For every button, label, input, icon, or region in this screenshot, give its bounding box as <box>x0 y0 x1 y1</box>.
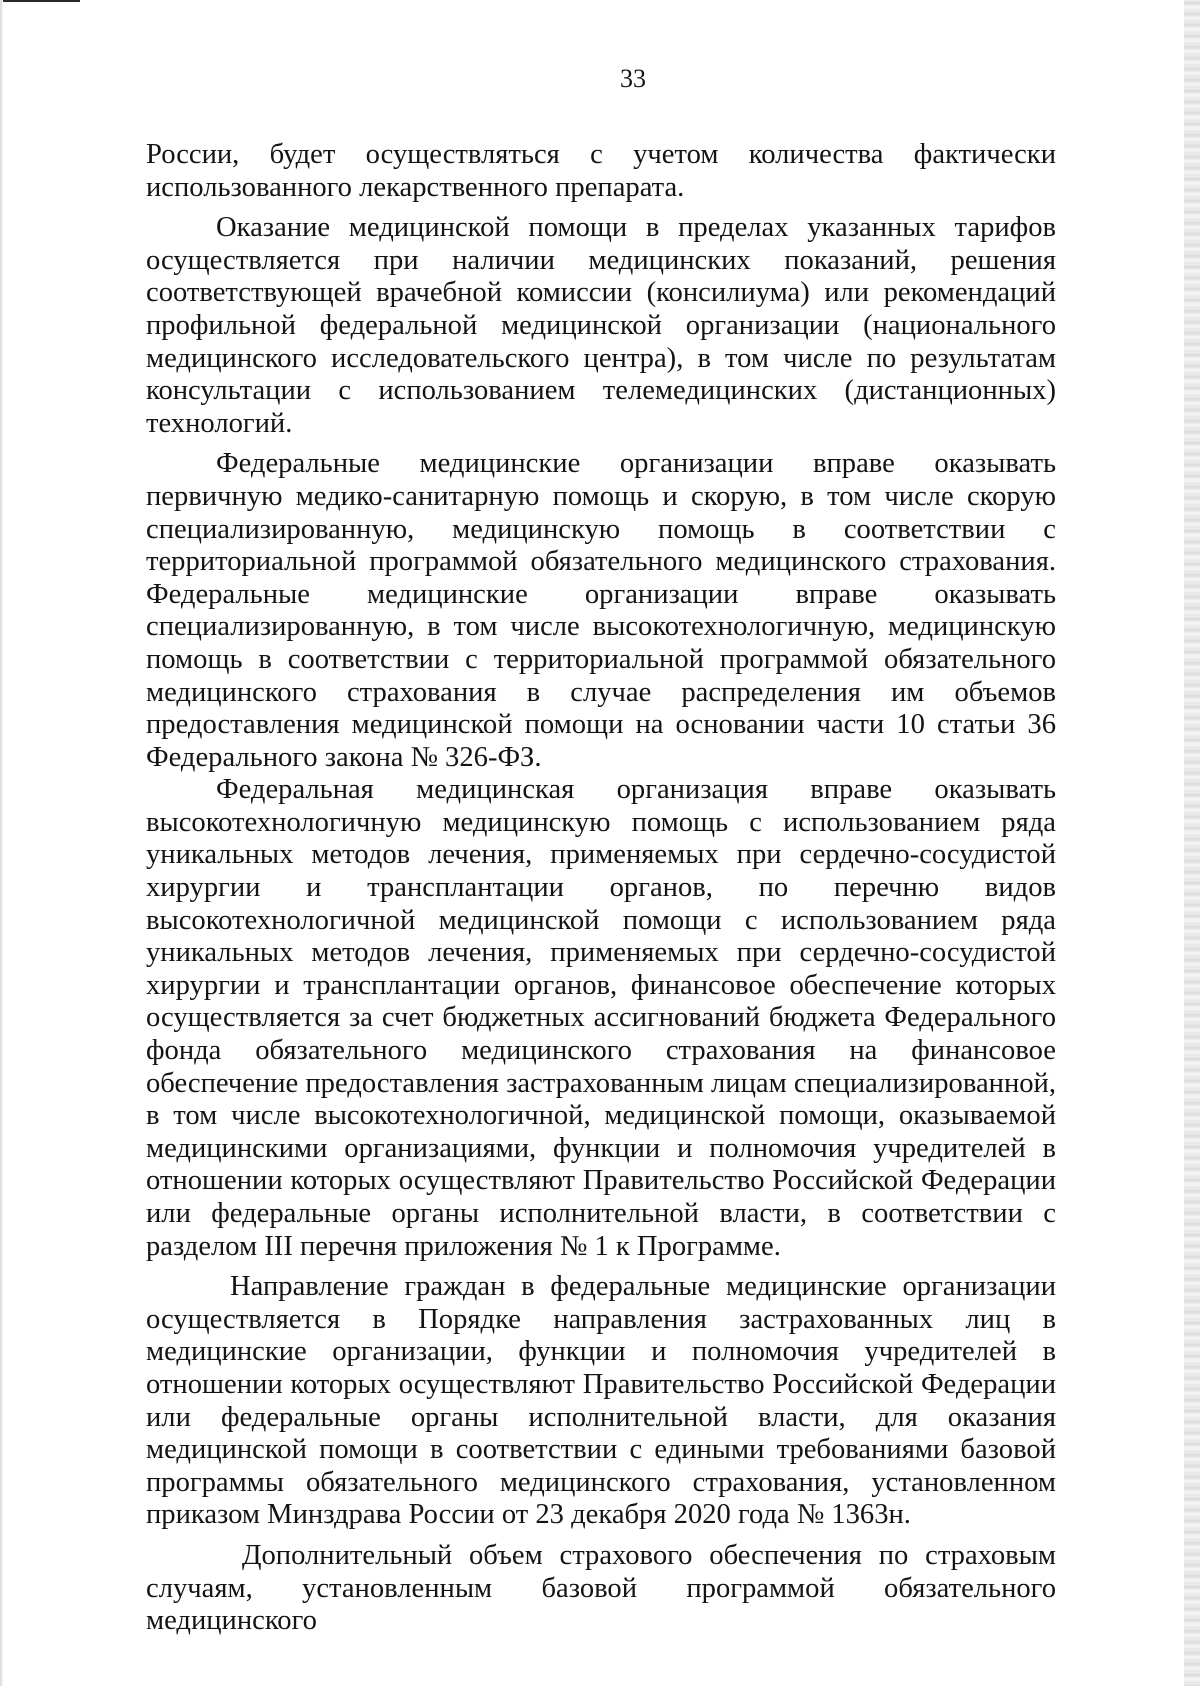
paragraph-tariffs: Оказание медицинской помощи в пределах указанных тарифов осуществляется при наличии медицинских показаний, решения соответствующей врачебной комиссии (консилиума) или рекомендаций профильной федеральной медицинской организации (национального медицинского исследовательского центра), в том числе по результатам консультации с использованием телемедицинских (дистанционных) технологий. <box>146 212 1056 439</box>
document-body <box>146 139 1056 1638</box>
scan-edge-right <box>1184 0 1200 1686</box>
scan-artifact-line <box>0 0 80 2</box>
page-number: 33 <box>620 64 646 93</box>
paragraph-referral: Направление граждан в федеральные медицинские организации осуществляется в Порядке направления застрахованных лиц в медицинские организации, функции и полномочия учредителей в отношении которых осуществляют Правительство Российской Федерации или федеральные органы исполнительной власти, для оказания медицинской помощи в соответствии с едиными требованиями базовой программы обязательного медицинского страхования, установленном приказом Минздрава России от 23 декабря 2020 года № 1363н. <box>146 1271 1056 1531</box>
paragraph-high-tech-care: Федеральная медицинская организация вправе оказывать высокотехнологичную медицинскую помощь с использованием ряда уникальных методов лечения, применяемых при сердечно-сосудистой хирургии и трансплантации органов, по перечню видов высокотехнологичной медицинской помощи с использованием ряда уникальных методов лечения, применяемых при сердечно-сосудистой хирургии и трансплантации органов, финансовое обеспечение которых осуществляется за счет бюджетных ассигнований бюджета Федерального фонда обязательного медицинского страхования на финансовое обеспечение предоставления застрахованным лицам специализированной, в том числе высокотехнологичной, медицинской помощи, оказываемой медицинскими организациями, функции и полномочия учредителей в отношении которых осуществляют Правительство Российской Федерации или федеральные органы исполнительной власти, в соответствии с разделом III перечня приложения № 1 к Программе. <box>146 774 1056 1262</box>
paragraph-federal-organizations: Федеральные медицинские организации вправе оказывать первичную медико-санитарную помощь и скорую, в том числе скорую специализированную, медицинскую помощь в соответствии с территориальной программой обязательного медицинского страхования. Федеральные медицинские организации вправе оказывать специализированную, в том числе высокотехнологичную, медицинскую помощь в соответствии с территориальной программой обязательного медицинского страхования в случае распределения им объемов предоставления медицинской помощи на основании части 10 статьи 36 Федерального закона № 326-ФЗ. <box>146 448 1056 773</box>
paragraph-continuation: России, будет осуществляться с учетом количества фактически использованного лекарственного препарата. <box>146 139 1056 203</box>
paragraph-additional-coverage: Дополнительный объем страхового обеспечения по страховым случаям, установленным базовой программой обязательного медицинского <box>146 1539 1056 1637</box>
scan-edge-left <box>0 0 3 1686</box>
